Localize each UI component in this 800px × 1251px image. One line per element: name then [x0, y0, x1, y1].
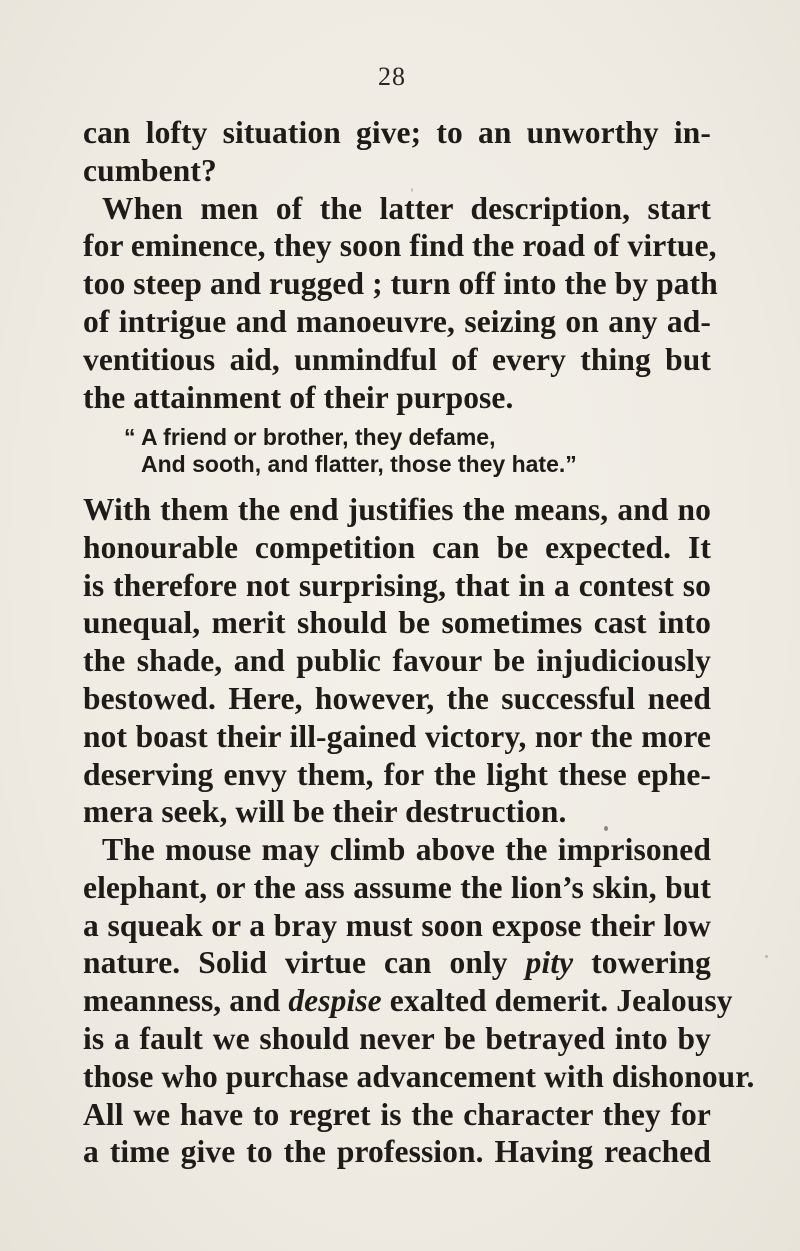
text-segment: towering [573, 945, 711, 981]
text-line: not boast their ill-gained victory, nor the more [83, 718, 711, 754]
paper-speck [765, 955, 768, 958]
text-line: mera seek, will be their destruction. [83, 794, 567, 830]
italic-word-pity: pity [525, 945, 574, 981]
text-line-with-italic [83, 944, 711, 982]
text-line: unequal, merit should be sometimes cast into [83, 605, 711, 641]
text-line: When men of the latter description, start [102, 190, 711, 226]
text-line: elephant, or the ass assume the lion’s skin, but [83, 869, 711, 905]
text-line: those who purchase advancement with dishonour. [83, 1058, 755, 1094]
text-line: the shade, and public favour be injudiciously [83, 643, 711, 679]
text-line: All we have to regret is the character they for [83, 1096, 711, 1132]
text-line: a squeak or a bray must soon expose their low [83, 907, 711, 943]
text-segment: nature. Solid virtue can only [83, 945, 526, 981]
text-line: cumbent? [83, 152, 217, 188]
text-line: too steep and rugged ; turn off into the by path [83, 266, 718, 302]
text-line: ventitious aid, unmindful of every thing but [83, 341, 711, 377]
text-line: a time give to the profession. Having reached [83, 1134, 711, 1170]
paragraph-block-2 [83, 491, 711, 831]
text-line: honourable competition can be expected. It [83, 529, 711, 565]
quote-line: And sooth, and flatter, those they hate.” [141, 451, 577, 477]
text-line: The mouse may climb above the imprisoned [102, 832, 711, 867]
verse-quotation [124, 424, 644, 478]
text-segment: meanness, and [83, 983, 289, 1019]
text-line: is therefore not surprising, that in a contest so [83, 567, 711, 603]
text-line: the attainment of their purpose. [83, 379, 514, 415]
text-line: can lofty situation give; to an unworthy in- [83, 115, 711, 150]
text-line: deserving envy them, for the light these ephe- [83, 756, 711, 792]
paper-speck [411, 188, 413, 192]
page-number: 28 [378, 62, 406, 91]
text-line: With them the end justifies the means, and no [83, 492, 711, 527]
paper-speck [604, 826, 608, 831]
paragraph-block-1 [83, 114, 718, 416]
italic-word-despise: despise [288, 983, 382, 1019]
quote-line: “ A friend or brother, they defame, [124, 424, 496, 450]
paragraph-block-3 [83, 831, 755, 1171]
text-segment: exalted demerit. Jealousy [381, 983, 733, 1019]
text-line: for eminence, they soon find the road of virtue, [83, 228, 717, 264]
text-line: is a fault we should never be betrayed into by [83, 1020, 711, 1056]
text-line-with-italic [83, 982, 733, 1020]
text-line: of intrigue and manoeuvre, seizing on any ad- [83, 303, 711, 339]
text-line: bestowed. Here, however, the successful need [83, 680, 711, 716]
